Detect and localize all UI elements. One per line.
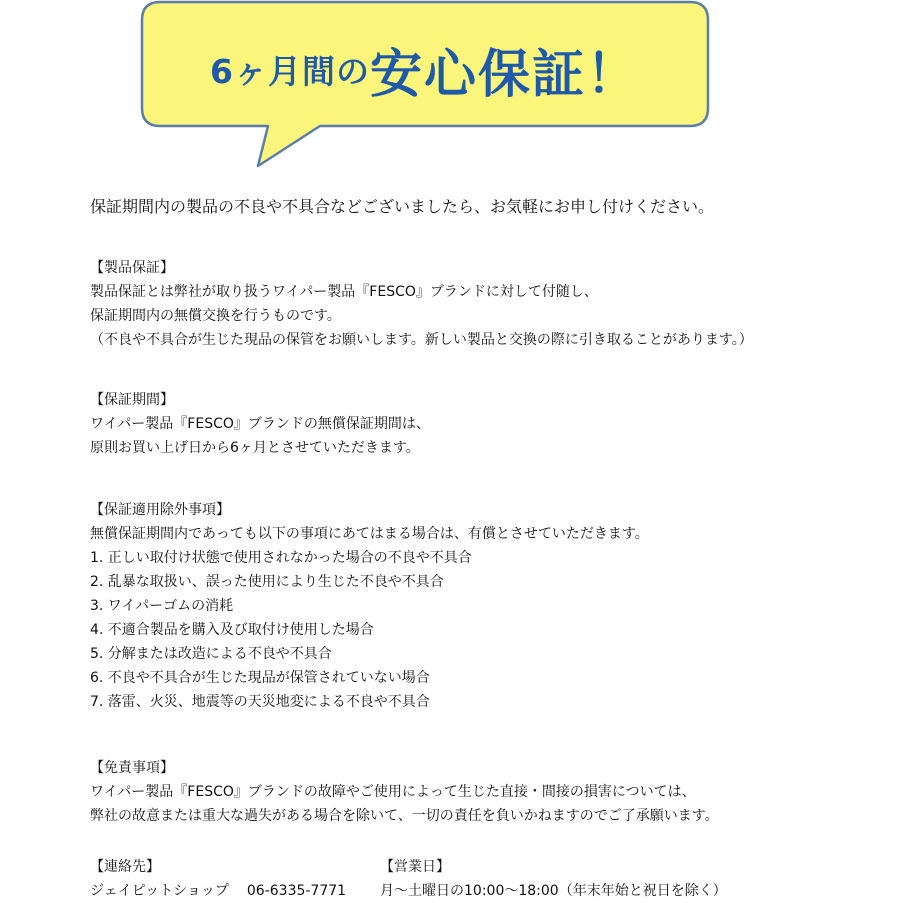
phone-number: 06-6335-7771	[246, 883, 347, 899]
section-heading: 【免責事項】	[90, 760, 174, 776]
list-item: 5. 分解または改造による不良や不具合	[90, 646, 332, 662]
disclaimer-section	[90, 756, 719, 828]
section-line: 保証期間内の無償交換を行うものです。	[90, 308, 341, 324]
contact-block	[90, 855, 346, 903]
section-line: 弊社の故意または重大な過失がある場合を除いて、一切の責任を負いかねますのでご了承願います。	[90, 808, 719, 824]
section-line: 原則お買い上げ日から6ヶ月とさせていただきます。	[90, 440, 420, 456]
section-line: （不良や不具合が生じた現品の保管をお願いします。新しい製品と交換の際に引き取ることがあります。）	[90, 332, 753, 348]
section-heading: 【保証適用除外事項】	[90, 502, 230, 518]
section-line: ワイパー製品『FESCO』ブランドの無償保証期間は、	[90, 416, 430, 432]
banner-headline	[140, 14, 710, 124]
business-hours: 月～土曜日の10:00～18:00（年末年始と祝日を除く）	[380, 883, 727, 899]
section-heading: 【製品保証】	[90, 260, 174, 276]
exclusions-list	[90, 546, 649, 714]
section-heading: 【保証期間】	[90, 392, 174, 408]
list-item: 2. 乱暴な取扱い、誤った使用により生じた不良や不具合	[90, 574, 444, 590]
intro-text: 保証期間内の製品の不良や不具合などございましたら、お気軽にお申し付けください。	[90, 197, 715, 216]
warranty-period-section	[90, 388, 430, 460]
list-item: 4. 不適合製品を購入及び取付け使用した場合	[90, 622, 374, 638]
business-days-block	[380, 855, 727, 903]
list-item: 7. 落雷、火災、地震等の天災地変による不良や不具合	[90, 694, 430, 710]
exclusions-section	[90, 498, 649, 714]
section-line: ワイパー製品『FESCO』ブランドの故障やご使用によって生じた直接・間接の損害については、	[90, 784, 696, 800]
list-item: 1. 正しい取付け状態で使用されなかった場合の不良や不具合	[90, 550, 472, 566]
shop-name: ジェイピットショップ	[90, 883, 229, 899]
banner-emphasis: 安心保証！	[369, 44, 640, 105]
list-item: 6. 不良や不具合が生じた現品が保管されていない場合	[90, 670, 430, 686]
section-line: 製品保証とは弊社が取り扱うワイパー製品『FESCO』ブランドに対して付随し、	[90, 284, 598, 300]
exclusions-intro: 無償保証期間内であっても以下の事項にあてはまる場合は、有償とさせていただきます。	[90, 526, 649, 542]
warranty-banner	[0, 0, 900, 180]
product-warranty-section	[90, 256, 753, 352]
contact-heading: 【連絡先】	[90, 859, 160, 875]
banner-prefix: 6ヶ月間の	[210, 51, 370, 91]
business-days-heading: 【営業日】	[380, 859, 450, 875]
list-item: 3. ワイパーゴムの消耗	[90, 598, 234, 614]
